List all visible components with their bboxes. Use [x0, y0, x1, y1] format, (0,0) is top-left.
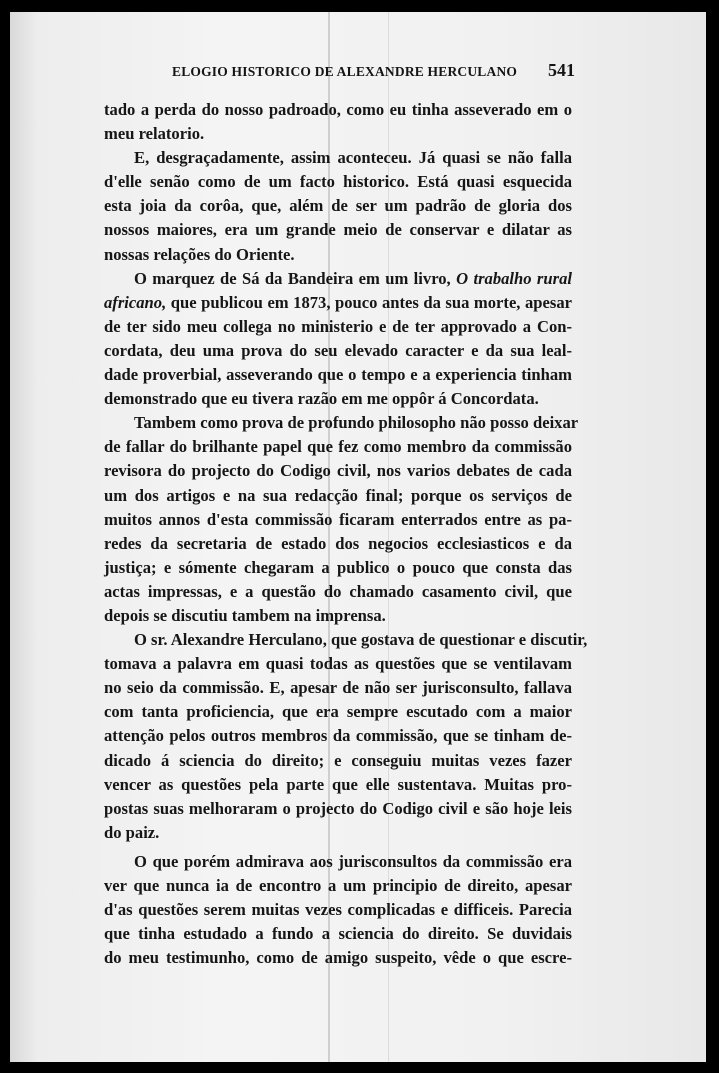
- text-line: do meu testimunho, como de amigo suspeito, vêde o que escre-: [104, 948, 572, 968]
- text-line: depois se discutiu tambem na imprensa.: [104, 605, 386, 625]
- body-text: [104, 98, 588, 970]
- text-line: nossas relações do Oriente.: [104, 244, 295, 264]
- text-line-part: que publicou em 1873, pouco antes da sua morte, apesar: [170, 292, 572, 312]
- text-line: nossos maiores, era um grande meio de conservar e dilatar as: [104, 220, 572, 240]
- text-line: muitos annos d'esta commissão ficaram enterrados entre as pa-: [104, 509, 572, 529]
- text-line: vencer as questões pela parte que elle sustentava. Muitas pro-: [104, 774, 572, 794]
- text-line: cordata, deu uma prova do seu elevado caracter e da sua leal-: [104, 340, 572, 360]
- text-line: do paiz.: [104, 822, 160, 842]
- text-line: E, desgraçadamente, assim aconteceu. Já quasi se não falla: [134, 148, 572, 168]
- text-line-with-title: [104, 291, 572, 315]
- running-title: ELOGIO HISTORICO DE ALEXANDRE HERCULANO: [172, 64, 518, 79]
- text-line: demonstrado que eu tivera razão em me oppôr á Concordata.: [104, 389, 539, 409]
- text-line: com tanta proficiencia, que era sempre escutado com a maior: [104, 702, 572, 722]
- text-line: revisora do projecto do Codigo civil, nos varios debates de cada: [104, 461, 572, 481]
- text-line: que tinha estudado a fundo a sciencia do direito. Se duvidais: [104, 924, 572, 944]
- paper-sheet: [10, 12, 706, 1062]
- text-line: ver que nunca ia de encontro a um principio de direito, apesar: [104, 876, 572, 895]
- text-line-part: O marquez de Sá da Bandeira em um livro,: [134, 268, 457, 288]
- text-line: dade proverbial, asseverando que o tempo e a experiencia tinham: [104, 365, 572, 385]
- text-line: tomava a palavra em quasi todas as questões que se ventilavam: [104, 654, 572, 674]
- text-line: de fallar do brilhante papel que fez como membro da commissão: [104, 437, 572, 457]
- text-line: meu relatorio.: [104, 124, 205, 144]
- text-line: postas suas melhoraram o projecto do Codigo civil e são hoje leis: [104, 798, 572, 818]
- text-line: dicado á sciencia do direito; e conseguiu muitas vezes fazer: [104, 750, 572, 770]
- text-line: um dos artigos e na sua redacção final; porque os serviços de: [104, 485, 572, 505]
- text-line: Tambem como prova de profundo philosopho não posso deixar: [134, 413, 579, 433]
- text-line: justiça; e sómente chegaram a publico o pouco que consta das: [104, 557, 572, 577]
- page-number: 541: [548, 60, 575, 80]
- book-title: O trabalho rural: [456, 268, 572, 288]
- text-line: attenção pelos outros membros da commissão, que se tinham de-: [104, 726, 572, 746]
- text-line: de ter sido meu collega no ministerio e de ter approvado a Con-: [104, 316, 572, 336]
- text-line: esta joia da corôa, que, além de ser um padrão de gloria dos: [104, 196, 572, 216]
- text-line: no seio da commissão. E, apesar de não ser jurisconsulto, fallava: [104, 678, 572, 698]
- book-title-cont: africano,: [104, 292, 167, 312]
- text-line: O sr. Alexandre Herculano, que gostava de questionar e discutir,: [134, 630, 588, 650]
- text-line: redes da secretaria de estado dos negocios ecclesiasticos e da: [104, 533, 572, 553]
- text-line: d'elle senão como de um facto historico. Está quasi esquecida: [104, 172, 572, 192]
- text-line-with-title: [104, 267, 572, 291]
- text-line: O que porém admirava aos jurisconsultos da commissão era: [134, 851, 572, 871]
- text-line: actas impressas, e a questão do chamado casamento civil, que: [104, 581, 572, 601]
- text-line: d'as questões serem muitas vezes complicadas e difficeis. Parecia: [104, 900, 572, 920]
- text-line: tado a perda do nosso padroado, como eu tinha asseverado em o: [104, 100, 572, 119]
